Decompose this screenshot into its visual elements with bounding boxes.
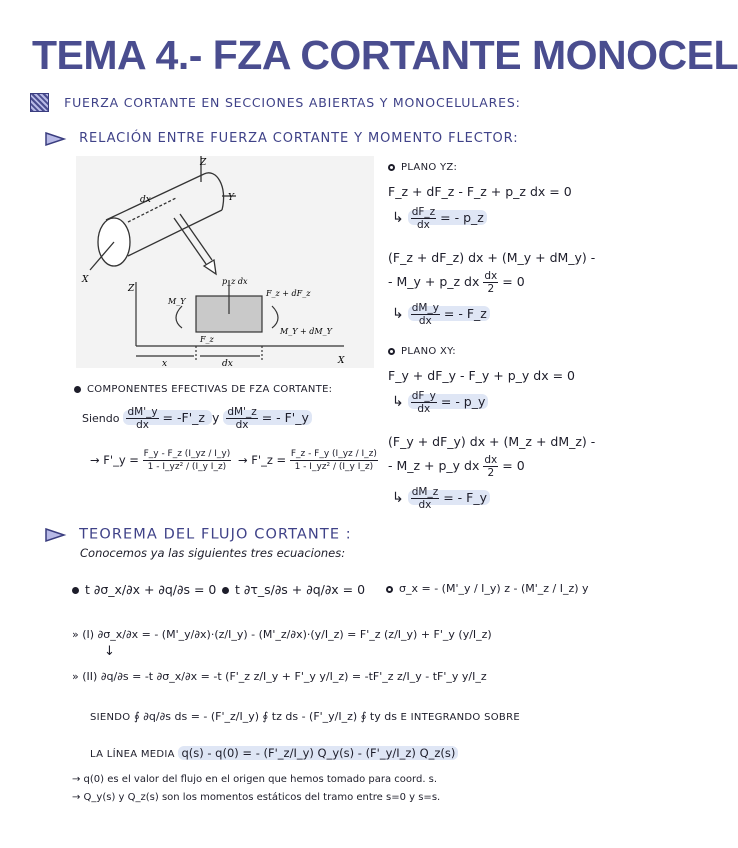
xy-eq4-rhs: = - F_y (443, 490, 487, 505)
beam-diagram (76, 156, 374, 368)
dot-bullet-icon (72, 587, 79, 594)
fig-label-fz: F_z (200, 335, 214, 344)
ring-bullet-icon (388, 348, 395, 355)
fig-label-z2: Z (128, 284, 135, 294)
l3-tail: E INTEGRANDO SOBRE (400, 712, 520, 723)
triangle-arrow-icon (44, 131, 66, 147)
section-2-label: RELACIÓN ENTRE FUERZA CORTANTE Y MOMENTO FLECTOR: (79, 131, 519, 146)
yz-eq4-box (408, 302, 490, 327)
yz-eq3b-den: 2 (487, 283, 495, 295)
fig-label-z1: Z (200, 158, 207, 168)
comp-a-box (123, 406, 211, 431)
xy-eq2-rhs: = - p_y (440, 394, 486, 409)
xy-eq4-box (408, 486, 490, 511)
fig-label-y: Y (228, 193, 234, 203)
section-header-2 (44, 128, 519, 154)
plano-yz-label: PLANO YZ: (401, 162, 458, 173)
fy-den: 1 - I_yz² / (I_y I_z) (147, 462, 227, 472)
beam-diagram-svg (76, 156, 374, 368)
xy-eq3b-den: 2 (487, 467, 495, 479)
teorema-l1 (72, 628, 492, 641)
comp-b-rhs: = - F'_y (261, 410, 309, 425)
return-arrow-icon: ↳ (392, 306, 404, 322)
xy-eq1: F_y + dF_y - F_y + p_y dx = 0 (388, 368, 576, 383)
teorema-l3 (90, 710, 520, 723)
l4-box: q(s) - q(0) = - (F'_z/I_y) Q_y(s) - (F'_y/I_z) Q_z(s) (178, 746, 458, 760)
teorema-e2-text: t ∂τ_s/∂s + ∂q/∂x = 0 (235, 582, 366, 597)
fz-lhs: → F'_z = (238, 453, 287, 467)
fig-label-my-dmy: M_Y + dM_Y (280, 327, 332, 336)
yz-eq2-rhs: = - p_z (440, 210, 484, 225)
fy-prime-eq (90, 448, 231, 473)
l3-text: ∮ ∂q/∂s ds = - (F'_z/I_y) ∮ tz ds - (F'_y/I_z) ∮ ty ds (133, 710, 397, 723)
ring-bullet-icon (388, 164, 395, 171)
xy-eq2-num: dF_y (411, 390, 436, 402)
dot-bullet-icon (222, 587, 229, 594)
comp-b-den: dx (235, 419, 249, 431)
fz-prime-eq (238, 448, 378, 473)
l1-tag: » (I) (72, 628, 95, 641)
xy-eq3b (388, 454, 525, 479)
hatched-square-icon (30, 93, 49, 112)
triangle-arrow-icon (44, 527, 66, 543)
xy-eq4-den: dx (418, 499, 432, 511)
teorema-intro: Conocemos ya las siguientes tres ecuaciones: (80, 546, 346, 560)
l4-linea: LA LÍNEA MEDIA (90, 749, 175, 760)
section-1-label: FUERZA CORTANTE EN SECCIONES ABIERTAS Y MONOCELULARES: (64, 95, 521, 110)
note-1: → q(0) es el valor del flujo en el origen que hemos tomado para coord. s. (72, 774, 438, 785)
yz-eq1: F_z + dF_z - F_z + p_z dx = 0 (388, 184, 572, 199)
yz-eq3b-num: dx (484, 270, 498, 282)
yz-eq2 (392, 206, 487, 231)
plano-xy-label: PLANO XY: (401, 346, 456, 357)
fz-den: 1 - I_yz² / (I_y I_z) (294, 462, 374, 472)
xy-eq2-den: dx (417, 403, 431, 415)
fig-label-fz-dfz: F_z + dF_z (266, 289, 311, 298)
yz-eq2-den: dx (417, 219, 430, 231)
plano-yz-heading (388, 162, 457, 173)
xy-eq2 (392, 390, 488, 415)
fz-num: F_z - F_y (I_yz / I_z) (290, 449, 377, 459)
note-2: → Q_y(s) y Q_z(s) son los momentos estáticos del tramo entre s=0 y s=s. (72, 792, 441, 803)
teorema-e1-text: t ∂σ_x/∂x + ∂q/∂s = 0 (85, 582, 217, 597)
xy-eq3b-post: = 0 (502, 458, 525, 473)
teorema-l2 (72, 670, 487, 683)
teorema-l4 (90, 746, 458, 760)
xy-eq3b-pre: - M_z + p_y dx (388, 458, 480, 473)
teorema-e1 (72, 582, 216, 597)
l1-text: ∂σ_x/∂x = - (M'_y/∂x)·(z/I_y) - (M'_z/∂x)·(y/I_z) = F'_z (z/I_y) + F'_y (y/I_z) (97, 628, 492, 641)
section-header-3 (44, 524, 352, 548)
fig-label-dx2: dx (222, 359, 233, 369)
componentes-heading (74, 384, 332, 395)
xy-eq2-box (408, 390, 489, 415)
return-arrow-icon: ↳ (392, 210, 404, 226)
siendo-word: Siendo (82, 412, 120, 425)
yz-eq2-num: dF_z (411, 206, 436, 218)
yz-eq4-num: dM_y (411, 302, 439, 314)
yz-eq2-box (408, 206, 487, 231)
comp-a-den: dx (136, 419, 149, 431)
fig-label-x3: X (338, 356, 345, 366)
fig-label-my: M_Y (168, 297, 186, 306)
comp-y-word: y (211, 410, 220, 425)
element-drawing (136, 280, 344, 362)
l2-text: ∂q/∂s = -t ∂σ_x/∂x = -t (F'_z z/I_y + F'_y y/I_z) = -tF'_z z/I_y - tF'_y y/I_z (100, 670, 487, 683)
return-arrow-icon: ↳ (392, 490, 404, 506)
page-title: TEMA 4.- FZA CORTANTE MONOCEL (32, 32, 738, 78)
yz-eq3b (388, 270, 525, 295)
xy-eq4 (392, 486, 490, 511)
l2-tag: » (II) (72, 670, 98, 683)
fy-lhs: → F'_y = (90, 453, 139, 467)
yz-eq3a: (F_z + dF_z) dx + (M_y + dM_y) - (388, 250, 596, 265)
fig-label-x2: x (162, 359, 168, 369)
comp-a-rhs: = -F'_z (162, 410, 205, 425)
tube-drawing (90, 156, 236, 274)
fig-label-dx1: dx (140, 195, 151, 205)
section-3-label: TEOREMA DEL FLUJO CORTANTE : (79, 526, 352, 543)
teorema-e3 (386, 582, 589, 595)
xy-eq3a: (F_y + dF_y) dx + (M_z + dM_z) - (388, 434, 596, 449)
plano-xy-heading (388, 346, 456, 357)
fig-label-x1: X (82, 275, 89, 285)
fy-num: F_y - F_z (I_yz / I_y) (143, 449, 231, 459)
teorema-e3-text: σ_x = - (M'_y / I_y) z - (M'_z / I_z) y (399, 582, 589, 595)
section-header-1 (30, 92, 521, 118)
ring-bullet-icon (386, 586, 393, 593)
xy-eq3b-num: dx (484, 454, 498, 466)
fig-label-pz: p_z dx (222, 277, 248, 286)
return-arrow-icon: ↳ (392, 394, 404, 410)
yz-eq4 (392, 302, 490, 327)
teorema-e2 (222, 582, 365, 597)
yz-eq3b-post: = 0 (502, 274, 525, 289)
comp-b-box (223, 406, 312, 431)
xy-eq4-num: dM_z (411, 486, 439, 498)
yz-eq4-rhs: = - F_z (443, 306, 487, 321)
l3-siendo: SIENDO (90, 712, 131, 723)
comp-b-num: dM'_z (227, 406, 257, 418)
dot-bullet-icon (74, 386, 81, 393)
yz-eq4-den: dx (418, 315, 432, 327)
yz-eq3b-pre: - M_y + p_z dx (388, 274, 480, 289)
componentes-siendo-line (82, 406, 312, 431)
down-arrow-icon: ↓ (104, 644, 115, 659)
componentes-label: COMPONENTES EFECTIVAS DE FZA CORTANTE: (87, 384, 333, 395)
comp-a-num: dM'_y (127, 406, 158, 418)
